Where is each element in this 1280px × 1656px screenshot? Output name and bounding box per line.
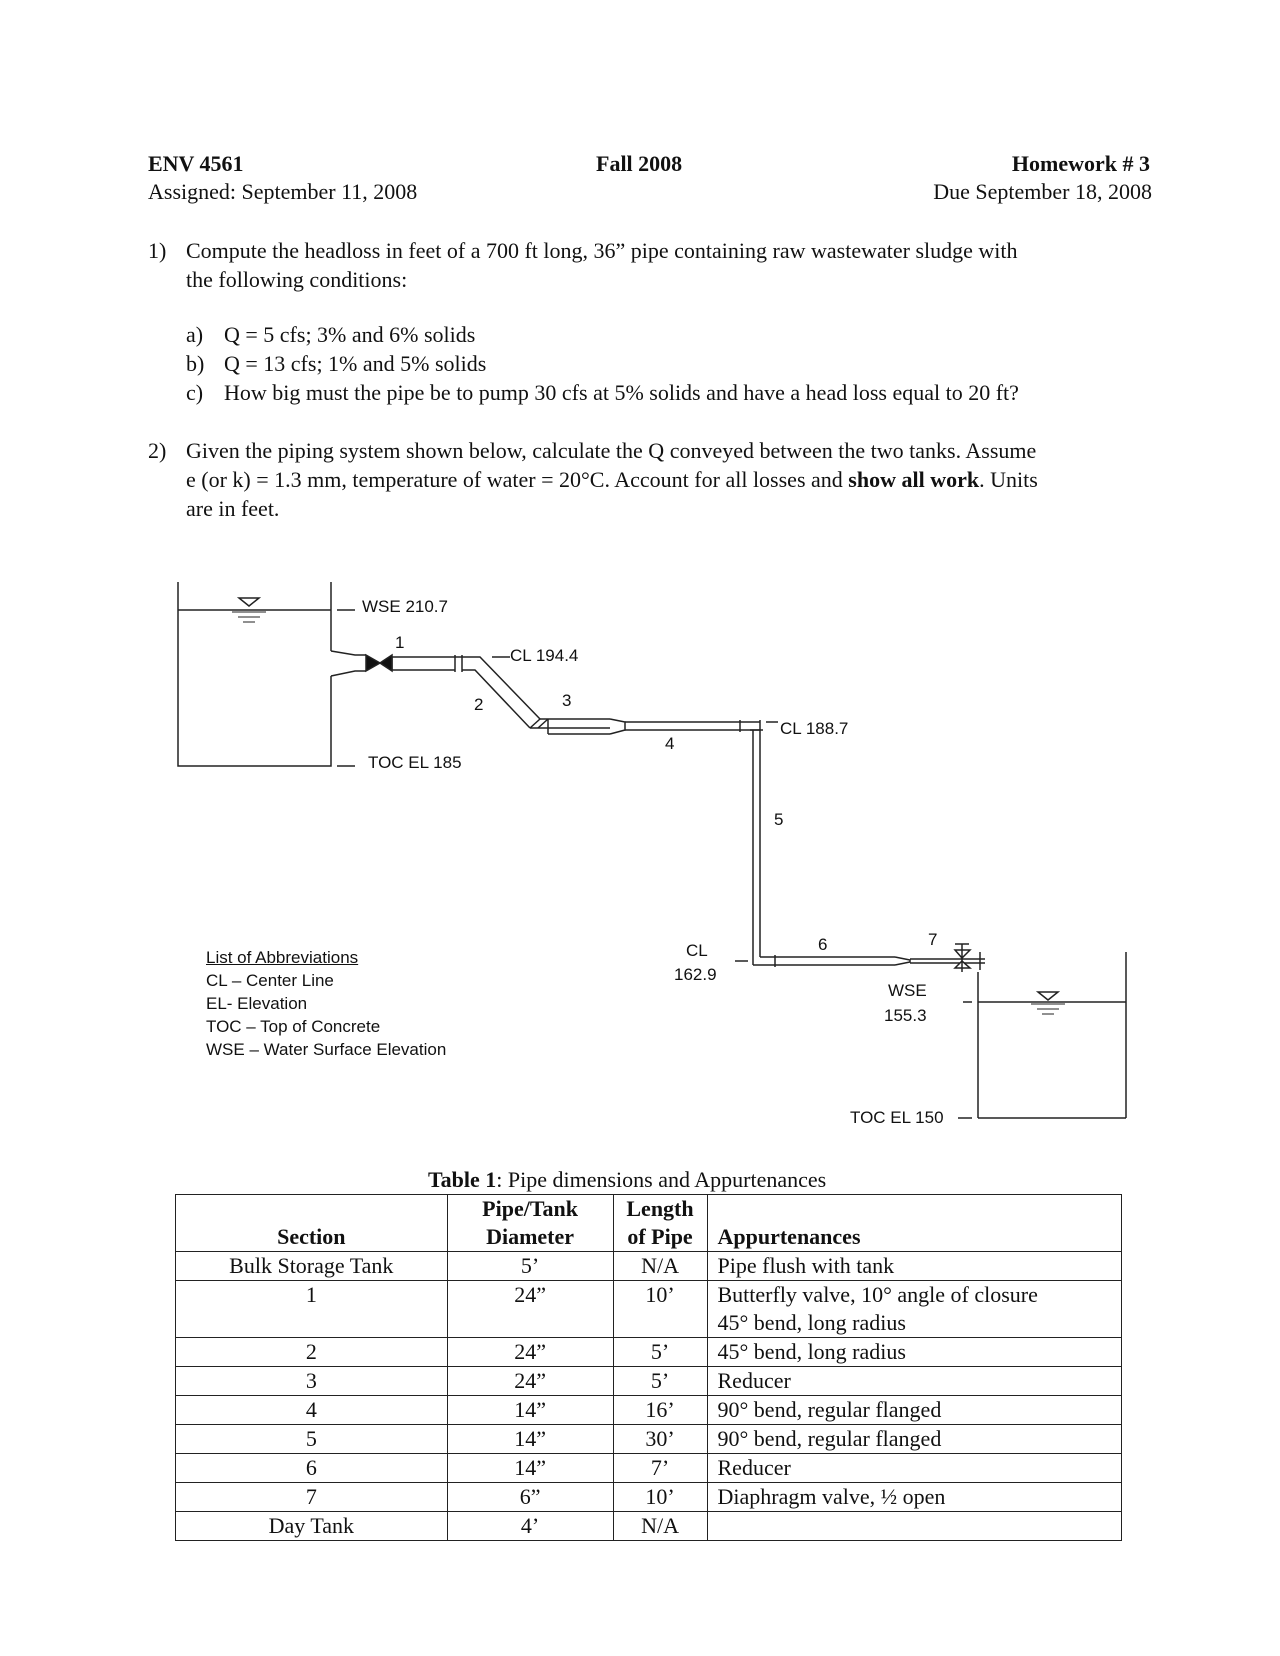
- table-caption-text: : Pipe dimensions and Appurtenances: [496, 1167, 827, 1192]
- question-1-line-1: Compute the headloss in feet of a 700 ft long, 36” pipe containing raw wastewater sludge with: [186, 238, 1018, 263]
- cell-length: N/A: [613, 1512, 707, 1541]
- cell-diameter: 24”: [447, 1281, 613, 1338]
- appurtenance-item: [718, 1512, 1112, 1540]
- table-row: [176, 1483, 1122, 1512]
- cell-appurtenances: [707, 1338, 1122, 1367]
- section-6-label: 6: [818, 935, 828, 954]
- question-2-line-2a: e (or k) = 1.3 mm, temperature of water = 20°C. Account for all losses and: [186, 467, 849, 492]
- table-row: [176, 1425, 1122, 1454]
- abbreviation-item: CL – Center Line: [206, 971, 334, 990]
- appurtenance-item: Reducer: [717, 1455, 791, 1480]
- lower-wse-label-a: WSE: [888, 981, 927, 1000]
- cell-length: 7’: [613, 1454, 707, 1483]
- upper-water-surface-icon: [239, 598, 259, 606]
- appurtenance-item: Reducer: [717, 1368, 791, 1393]
- cell-section: 7: [176, 1483, 448, 1512]
- cell-length: 5’: [613, 1338, 707, 1367]
- header-length-line-2: of Pipe: [627, 1224, 693, 1249]
- upper-wse-label: WSE 210.7: [362, 597, 448, 616]
- cell-section: Bulk Storage Tank: [176, 1252, 448, 1281]
- cell-diameter: 5’: [447, 1252, 613, 1281]
- cell-diameter: 4’: [447, 1512, 613, 1541]
- upper-toc-label: TOC EL 185: [368, 753, 462, 772]
- question-1-line-2: the following conditions:: [186, 267, 408, 292]
- lower-water-surface-icon: [1038, 992, 1058, 1000]
- assigned-date: Assigned: September 11, 2008: [148, 179, 418, 204]
- part-a-label: a): [186, 322, 204, 347]
- cell-section: 2: [176, 1338, 448, 1367]
- course-code: ENV 4561: [148, 151, 244, 176]
- header-diameter: [447, 1195, 613, 1252]
- header-length: [613, 1195, 707, 1252]
- cell-appurtenances: [707, 1454, 1122, 1483]
- cell-length: 30’: [613, 1425, 707, 1454]
- cell-diameter: 24”: [447, 1367, 613, 1396]
- cell-appurtenances: [707, 1512, 1122, 1541]
- due-date: Due September 18, 2008: [933, 179, 1152, 204]
- lower-wse-label-b: 155.3: [884, 1006, 927, 1025]
- section-7-label: 7: [928, 930, 938, 949]
- part-b-text: Q = 13 cfs; 1% and 5% solids: [224, 351, 487, 376]
- table-header-row: [176, 1195, 1122, 1252]
- part-b-label: b): [186, 351, 205, 376]
- lower-toc-label: TOC EL 150: [850, 1108, 944, 1127]
- appurtenance-item: 45° bend, long radius: [717, 1310, 906, 1335]
- appurtenance-item: Pipe flush with tank: [717, 1253, 895, 1278]
- header-diameter-line-2: Diameter: [486, 1224, 575, 1249]
- table-row: [176, 1252, 1122, 1281]
- abbreviation-title: List of Abbreviations: [206, 948, 359, 967]
- question-2-line-3: are in feet.: [186, 496, 280, 521]
- cl-label-194: CL 194.4: [510, 646, 579, 665]
- part-a-text: Q = 5 cfs; 3% and 6% solids: [224, 322, 476, 347]
- table-row: [176, 1512, 1122, 1541]
- cell-diameter: 14”: [447, 1454, 613, 1483]
- table-row: [176, 1281, 1122, 1338]
- cell-appurtenances: [707, 1281, 1122, 1338]
- section-3-label: 3: [562, 691, 572, 710]
- abbreviation-item: EL- Elevation: [206, 994, 308, 1013]
- cl-label-188: CL 188.7: [780, 719, 849, 738]
- cell-appurtenances: [707, 1252, 1122, 1281]
- cell-diameter: 24”: [447, 1338, 613, 1367]
- appurtenance-item: 90° bend, regular flanged: [717, 1426, 942, 1451]
- cell-length: N/A: [613, 1252, 707, 1281]
- question-1-number: 1): [148, 238, 167, 263]
- cell-length: 16’: [613, 1396, 707, 1425]
- cl-label-162-a: CL: [686, 941, 708, 960]
- appurtenance-item: Butterfly valve, 10° angle of closure: [717, 1282, 1038, 1307]
- question-2-line-2c: . Units: [979, 467, 1038, 492]
- cell-appurtenances: [707, 1396, 1122, 1425]
- cell-section: 3: [176, 1367, 448, 1396]
- homework-number: Homework # 3: [1011, 151, 1150, 176]
- question-2-line-1: Given the piping system shown below, calculate the Q conveyed between the two tanks. Assume: [186, 438, 1037, 463]
- section-1-label: 1: [395, 633, 405, 652]
- cell-length: 5’: [613, 1367, 707, 1396]
- section-4-label: 4: [665, 734, 675, 753]
- appurtenance-item: 90° bend, regular flanged: [717, 1397, 942, 1422]
- appurtenance-item: Diaphragm valve, ½ open: [717, 1484, 946, 1509]
- question-2-number: 2): [148, 438, 167, 463]
- part-c-text: How big must the pipe be to pump 30 cfs at 5% solids and have a head loss equal to 20 ft?: [224, 380, 1019, 405]
- cell-diameter: 14”: [447, 1396, 613, 1425]
- header-length-line-1: Length: [626, 1196, 694, 1221]
- term: Fall 2008: [596, 151, 683, 176]
- abbreviation-item: TOC – Top of Concrete: [206, 1017, 381, 1036]
- cell-diameter: 14”: [447, 1425, 613, 1454]
- header-section: Section: [176, 1195, 448, 1252]
- cell-appurtenances: [707, 1367, 1122, 1396]
- header-diameter-line-1: Pipe/Tank: [482, 1196, 578, 1221]
- cell-section: 1: [176, 1281, 448, 1338]
- abbreviation-list: [206, 946, 446, 1061]
- cell-length: 10’: [613, 1483, 707, 1512]
- header-appurtenances: Appurtenances: [707, 1195, 1122, 1252]
- section-2-label: 2: [474, 695, 484, 714]
- cell-section: 4: [176, 1396, 448, 1425]
- table-row: [176, 1338, 1122, 1367]
- cell-appurtenances: [707, 1483, 1122, 1512]
- cell-appurtenances: [707, 1425, 1122, 1454]
- abbreviation-item: WSE – Water Surface Elevation: [206, 1040, 447, 1059]
- butterfly-valve-icon: [366, 655, 380, 671]
- pipe-dimensions-table: [175, 1194, 1122, 1541]
- table-caption: [428, 1166, 826, 1194]
- cell-section: Day Tank: [176, 1512, 448, 1541]
- appurtenance-item: 45° bend, long radius: [717, 1339, 906, 1364]
- cl-label-162-b: 162.9: [674, 965, 717, 984]
- table-caption-label: Table 1: [428, 1167, 497, 1192]
- cell-length: 10’: [613, 1281, 707, 1338]
- section-5-label: 5: [774, 810, 784, 829]
- cell-section: 6: [176, 1454, 448, 1483]
- cell-diameter: 6”: [447, 1483, 613, 1512]
- cell-section: 5: [176, 1425, 448, 1454]
- table-row: [176, 1454, 1122, 1483]
- table-row: [176, 1367, 1122, 1396]
- question-2-emphasis: show all work: [848, 467, 980, 492]
- part-c-label: c): [186, 380, 204, 405]
- table-row: [176, 1396, 1122, 1425]
